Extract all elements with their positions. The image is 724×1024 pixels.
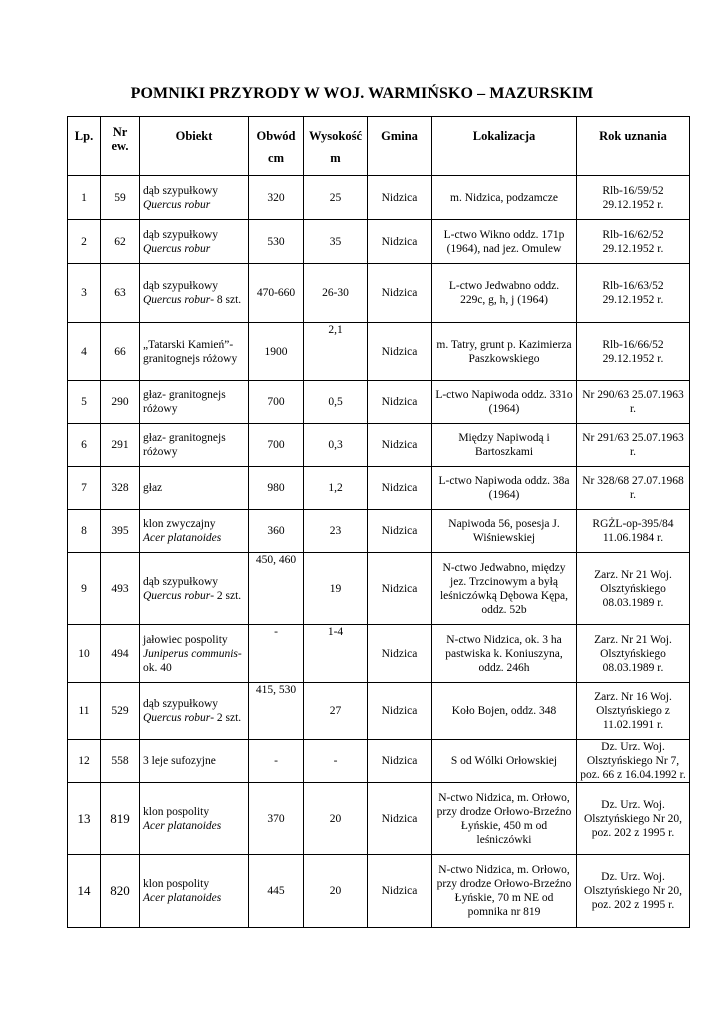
cell-lokalizacja: S od Wólki Orłowskiej — [432, 740, 577, 783]
cell-gmina: Nidzica — [368, 625, 432, 683]
obiekt-name: klon pospolity — [143, 805, 210, 818]
cell-obwod: 530 — [249, 220, 304, 264]
header-nr-ew: Nr ew. — [101, 117, 140, 176]
cell-rok-uznania: Nr 290/63 25.07.1963 r. — [577, 381, 690, 424]
cell-rok-uznania: Rlb-16/59/52 29.12.1952 r. — [577, 176, 690, 220]
obiekt-latin-name: Quercus robur — [143, 242, 211, 255]
cell-rok-uznania: Dz. Urz. Woj. Olsztyńskiego Nr 20, poz. 202 z 1995 r. — [577, 783, 690, 855]
cell-lp: 1 — [68, 176, 101, 220]
cell-obiekt — [140, 264, 249, 323]
table-row — [68, 553, 690, 625]
cell-nr-ew: 819 — [101, 783, 140, 855]
page-title: POMNIKI PRZYRODY W WOJ. WARMIŃSKO – MAZURSKIM — [130, 85, 594, 102]
cell-wysokosc: 0,3 — [304, 424, 368, 467]
cell-lp: 8 — [68, 510, 101, 553]
header-obwod: Obwód cm — [249, 117, 304, 176]
obiekt-count: - 8 szt. — [210, 294, 242, 306]
table-row — [68, 740, 690, 783]
cell-obwod: - — [249, 625, 304, 683]
table-row — [68, 323, 690, 381]
cell-gmina: Nidzica — [368, 855, 432, 928]
cell-gmina: Nidzica — [368, 176, 432, 220]
cell-lp: 12 — [68, 740, 101, 783]
cell-lp: 13 — [68, 783, 101, 855]
cell-gmina: Nidzica — [368, 553, 432, 625]
cell-rok-uznania: RGŻL-op-395/84 11.06.1984 r. — [577, 510, 690, 553]
obiekt-name: „Tatarski Kamień”- granitognejs różowy — [143, 338, 238, 365]
obiekt-latin-name: Acer platanoides — [143, 819, 222, 832]
obiekt-name: dąb szypułkowy — [143, 575, 219, 588]
cell-wysokosc: 19 — [304, 553, 368, 625]
cell-rok-uznania: Zarz. Nr 16 Woj. Olsztyńskiego z 11.02.1991 r. — [577, 683, 690, 740]
cell-gmina: Nidzica — [368, 264, 432, 323]
cell-obwod: 450, 460 — [249, 553, 304, 625]
table-row — [68, 683, 690, 740]
header-obiekt: Obiekt — [140, 117, 249, 176]
cell-nr-ew: 66 — [101, 323, 140, 381]
cell-nr-ew: 290 — [101, 381, 140, 424]
cell-nr-ew: 820 — [101, 855, 140, 928]
cell-lokalizacja: Koło Bojen, oddz. 348 — [432, 683, 577, 740]
cell-lp: 9 — [68, 553, 101, 625]
table-row — [68, 625, 690, 683]
cell-obwod: 415, 530 — [249, 683, 304, 740]
cell-rok-uznania: Zarz. Nr 21 Woj. Olsztyńskiego 08.03.1989 r. — [577, 625, 690, 683]
cell-lokalizacja: m. Tatry, grunt p. Kazimierza Paszkowskiego — [432, 323, 577, 381]
cell-lokalizacja: L-ctwo Napiwoda oddz. 331o (1964) — [432, 381, 577, 424]
obiekt-count: - 2 szt. — [210, 589, 242, 602]
cell-obiekt — [140, 740, 249, 783]
cell-lokalizacja: Między Napiwodą i Bartoszkami — [432, 424, 577, 467]
cell-obwod: 700 — [249, 424, 304, 467]
obiekt-name: jałowiec pospolity — [143, 633, 228, 646]
header-lp: Lp. — [68, 117, 101, 176]
obiekt-name: dąb szypułkowy — [143, 280, 219, 292]
cell-rok-uznania: Nr 328/68 27.07.1968 r. — [577, 467, 690, 510]
cell-rok-uznania: Nr 291/63 25.07.1963 r. — [577, 424, 690, 467]
header-wysokosc: Wysokość m — [304, 117, 368, 176]
table-body — [68, 176, 690, 928]
cell-obwod: 360 — [249, 510, 304, 553]
obiekt-latin-name: Quercus robur — [143, 589, 211, 602]
cell-obwod: 470-660 — [249, 264, 304, 323]
cell-nr-ew: 328 — [101, 467, 140, 510]
cell-lokalizacja: L-ctwo Jedwabno oddz. 229c, g, h, j (1964) — [432, 264, 577, 323]
header-lokalizacja: Lokalizacja — [432, 117, 577, 176]
cell-lokalizacja: N-ctwo Nidzica, m. Orłowo, przy drodze Orłowo-Brzeźno Łyńskie, 70 m NE od pomnika nr 819 — [432, 855, 577, 928]
table-header-row — [68, 117, 690, 176]
header-rok-uznania: Rok uznania — [577, 117, 690, 176]
cell-lokalizacja: m. Nidzica, podzamcze — [432, 176, 577, 220]
obiekt-name: klon pospolity — [143, 878, 210, 890]
cell-lp: 5 — [68, 381, 101, 424]
cell-lp: 4 — [68, 323, 101, 381]
cell-wysokosc: 25 — [304, 176, 368, 220]
table-row — [68, 264, 690, 323]
obiekt-name: głaz- granitognejs różowy — [143, 432, 226, 458]
obiekt-count: - 2 szt. — [210, 712, 242, 724]
table-row — [68, 510, 690, 553]
obiekt-name: głaz — [143, 482, 163, 494]
cell-nr-ew: 62 — [101, 220, 140, 264]
cell-gmina: Nidzica — [368, 381, 432, 424]
cell-wysokosc: 23 — [304, 510, 368, 553]
cell-wysokosc: 0,5 — [304, 381, 368, 424]
obiekt-name: dąb szypułkowy — [143, 228, 219, 241]
cell-lp: 14 — [68, 855, 101, 928]
cell-gmina: Nidzica — [368, 510, 432, 553]
cell-obwod: 445 — [249, 855, 304, 928]
table-row — [68, 855, 690, 928]
cell-wysokosc: 35 — [304, 220, 368, 264]
cell-rok-uznania: Rlb-16/66/52 29.12.1952 r. — [577, 323, 690, 381]
cell-rok-uznania: Dz. Urz. Woj. Olsztyńskiego Nr 7, poz. 66 z 16.04.1992 r. — [577, 740, 690, 783]
table-row — [68, 467, 690, 510]
cell-obiekt — [140, 176, 249, 220]
cell-gmina: Nidzica — [368, 467, 432, 510]
cell-obwod: 700 — [249, 381, 304, 424]
table-row — [68, 176, 690, 220]
obiekt-latin-name: Quercus robur — [143, 294, 211, 306]
cell-nr-ew: 493 — [101, 553, 140, 625]
cell-gmina: Nidzica — [368, 683, 432, 740]
cell-gmina: Nidzica — [368, 424, 432, 467]
cell-wysokosc: - — [304, 740, 368, 783]
cell-gmina: Nidzica — [368, 220, 432, 264]
cell-rok-uznania: Rlb-16/62/52 29.12.1952 r. — [577, 220, 690, 264]
cell-obiekt — [140, 381, 249, 424]
cell-lokalizacja: L-ctwo Napiwoda oddz. 38a (1964) — [432, 467, 577, 510]
obiekt-name: dąb szypułkowy — [143, 184, 219, 197]
cell-obiekt — [140, 467, 249, 510]
cell-obwod: 980 — [249, 467, 304, 510]
cell-obiekt — [140, 625, 249, 683]
header-gmina: Gmina — [368, 117, 432, 176]
cell-lp: 7 — [68, 467, 101, 510]
obiekt-latin-name: Quercus robur — [143, 198, 211, 211]
cell-lp: 3 — [68, 264, 101, 323]
obiekt-name: dąb szypułkowy — [143, 698, 219, 710]
cell-obwod: 370 — [249, 783, 304, 855]
obiekt-count: - ok. 40 — [143, 647, 242, 674]
cell-obiekt — [140, 783, 249, 855]
obiekt-latin-name: Quercus robur — [143, 712, 211, 724]
cell-obwod: 1900 — [249, 323, 304, 381]
cell-wysokosc: 20 — [304, 855, 368, 928]
cell-lp: 6 — [68, 424, 101, 467]
table-row — [68, 381, 690, 424]
cell-obwod: 320 — [249, 176, 304, 220]
obiekt-latin-name: Juniperus communis — [143, 647, 238, 660]
cell-nr-ew: 395 — [101, 510, 140, 553]
cell-nr-ew: 291 — [101, 424, 140, 467]
cell-rok-uznania: Zarz. Nr 21 Woj. Olsztyńskiego 08.03.1989 r. — [577, 553, 690, 625]
cell-lokalizacja: Napiwoda 56, posesja J. Wiśniewskiej — [432, 510, 577, 553]
cell-obiekt — [140, 510, 249, 553]
cell-nr-ew: 529 — [101, 683, 140, 740]
cell-nr-ew: 558 — [101, 740, 140, 783]
cell-obiekt — [140, 553, 249, 625]
cell-nr-ew: 59 — [101, 176, 140, 220]
cell-obiekt — [140, 855, 249, 928]
cell-rok-uznania: Dz. Urz. Woj. Olsztyńskiego Nr 20, poz. 202 z 1995 r. — [577, 855, 690, 928]
monuments-table — [67, 116, 690, 928]
obiekt-latin-name: Acer platanoides — [143, 532, 222, 544]
cell-lokalizacja: N-ctwo Jedwabno, między jez. Trzcinowym a byłą leśniczówką Dębowa Kępa, oddz. 52b — [432, 553, 577, 625]
cell-wysokosc: 20 — [304, 783, 368, 855]
cell-wysokosc: 1-4 — [304, 625, 368, 683]
cell-lokalizacja: N-ctwo Nidzica, m. Orłowo, przy drodze Orłowo-Brzeźno Łyńskie, 450 m od leśniczówki — [432, 783, 577, 855]
cell-obiekt — [140, 683, 249, 740]
obiekt-latin-name: Acer platanoides — [143, 892, 222, 904]
table-row — [68, 220, 690, 264]
cell-gmina: Nidzica — [368, 783, 432, 855]
cell-wysokosc: 1,2 — [304, 467, 368, 510]
cell-obiekt — [140, 220, 249, 264]
cell-rok-uznania: Rlb-16/63/52 29.12.1952 r. — [577, 264, 690, 323]
cell-lokalizacja: L-ctwo Wikno oddz. 171p (1964), nad jez. Omulew — [432, 220, 577, 264]
obiekt-name: głaz- granitognejs różowy — [143, 389, 226, 415]
cell-lp: 10 — [68, 625, 101, 683]
cell-lp: 2 — [68, 220, 101, 264]
cell-obiekt — [140, 323, 249, 381]
cell-obwod: - — [249, 740, 304, 783]
cell-obiekt — [140, 424, 249, 467]
cell-lp: 11 — [68, 683, 101, 740]
cell-wysokosc: 27 — [304, 683, 368, 740]
cell-gmina: Nidzica — [368, 740, 432, 783]
table-row — [68, 783, 690, 855]
cell-lokalizacja: N-ctwo Nidzica, ok. 3 ha pastwiska k. Koniuszyna, oddz. 246h — [432, 625, 577, 683]
cell-nr-ew: 494 — [101, 625, 140, 683]
cell-wysokosc: 26-30 — [304, 264, 368, 323]
cell-nr-ew: 63 — [101, 264, 140, 323]
obiekt-name: klon zwyczajny — [143, 518, 216, 530]
cell-gmina: Nidzica — [368, 323, 432, 381]
cell-wysokosc: 2,1 — [304, 323, 368, 381]
obiekt-name: 3 leje sufozyjne — [143, 755, 216, 767]
table-row — [68, 424, 690, 467]
